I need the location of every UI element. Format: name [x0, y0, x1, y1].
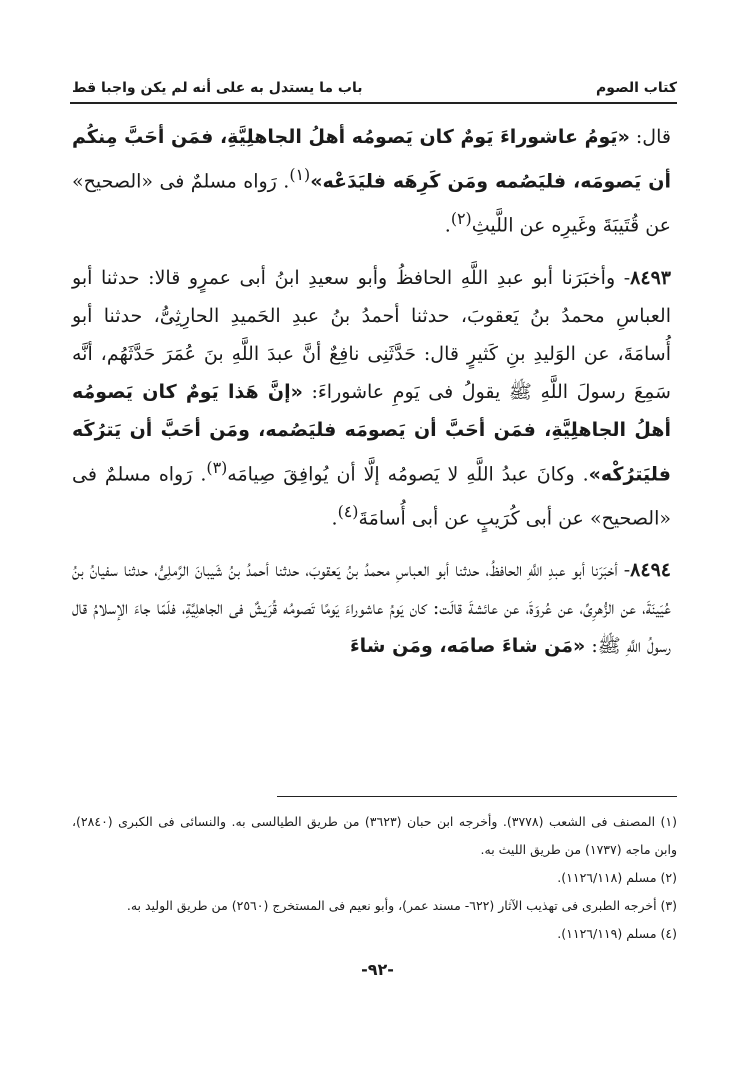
footnote-3: (٣) أخرجه الطبرى فى تهذيب الآثار (٦٢٢- مسند عمر)، وأبو نعيم فى المستخرج (٢٥٦٠) من طريق الوليد به. [126, 898, 677, 913]
footnote-2: (٢) مسلم (١١٢٦/١١٨). [557, 870, 677, 885]
text-segment: - وأخبَرَنا أبو عبدِ اللَّهِ الحافظُ وأبو سعيدِ ابنُ أبى عمرٍو قالا: حدثنا أبو العباسِ محمدُ بنُ يَعقوبَ، حدثنا أحمدُ بنُ عبدِ الحَميدِ الحارِثِىُّ، حدثنا أبو أُسامَةَ، عن الوَليدِ بنِ كَثيرٍ قال: حَدَّثَنِى نافِعٌ أنَّ عبدَ اللَّهِ بنَ عُمَرَ حَدَّثَهُم، أنَّه سَمِعَ رسولَ اللَّهِ ﷺ يقولُ فى يَومِ عاشوراءَ: [72, 266, 671, 403]
footnote-1: (١) المصنف فى الشعب (٣٧٧٨). وأخرجه ابن حبان (٣٦٢٣) من طريق الطيالسى به. والنسائى فى الكبرى (٢٨٤٠)، وابن ماجه (١٧٣٧) من طريق الليث به. [72, 814, 677, 857]
text-segment: . رَواه مسلمٌ فى «الصحيح» عن قُتَيبَةَ وغَيرِه عن اللَّيثِ [72, 170, 671, 237]
footnote-4: (٤) مسلم (١١٢٦/١١٩). [557, 926, 677, 941]
header-chapter-title: باب ما يستدل به على أنه لم يكن واجبا قط [72, 80, 363, 96]
header-divider [70, 102, 677, 104]
footnote-ref-3: (٣) [206, 457, 228, 477]
hadith-quote: «يَومُ عاشوراءَ يَومٌ كان يَصومُه أهلُ الجاهلِيَّةِ، فمَن أحَبَّ مِنكُم أن يَصومَه، فليَصُمه ومَن كَرِهَه فليَدَعْه» [72, 126, 672, 193]
footnote-ref-2: (٢) [450, 209, 472, 229]
header-book-title: كتاب الصوم [596, 80, 677, 96]
text-segment: . [444, 214, 451, 237]
paragraph-8493 [72, 259, 671, 538]
text-segment: . رَواه مسلمٌ فى «الصحيح» عن أبى كُرَيبٍ عن أبى أُسامَةَ [72, 462, 671, 530]
footnote-ref-1: (١) [289, 165, 311, 184]
footnote-ref-4: (٤) [337, 501, 359, 521]
footnotes [72, 808, 677, 948]
footnote-divider [277, 796, 677, 797]
paragraph-1 [72, 118, 671, 245]
paragraph-8494 [72, 551, 671, 665]
running-header [72, 70, 677, 96]
hadith-quote: «مَن شاءَ صامَه، ومَن شاءَ [349, 635, 586, 658]
main-text [72, 118, 671, 665]
text-segment: - أخبَرَنا أبو عبدِ اللَّهِ الحافظُ، حدثنا أبو العباسِ محمدُ بنُ يَعقوبَ، حدثنا أحمدُ بنُ شَيبانَ الرَّملِىُّ، حدثنا سفيانُ بنُ عُيَينَةَ، عن الزُّهرِىِّ، عن عُروَةَ، عن عائشةَ قالَت: كان يَومُ عاشوراءَ يَومًا تَصومُه قُرَيشٌ فى الجاهلِيَّةِ، فلَمّا جاءَ الإسلامُ قال رسولُ اللَّهِ ﷺ: [72, 559, 671, 658]
text-segment: . وكانَ عبدُ اللَّهِ لا يَصومُه إلَّا أن يُوافِقَ صِيامَه [227, 462, 589, 485]
hadith-number: ٨٤٩٤ [630, 559, 671, 582]
page-number: -٩٢- [361, 960, 394, 979]
text-segment: . [331, 507, 338, 530]
text-segment: قال: [629, 126, 671, 148]
hadith-number: ٨٤٩٣ [630, 266, 671, 289]
hadith-quote: «إنَّ هَذا يَومٌ كان يَصومُه أهلُ الجاهلِيَّةِ، فمَن أحَبَّ أن يَصومَه فليَصُمه، ومَن أحَبَّ أن يَترُكَه فليَترُكْه» [72, 380, 671, 485]
